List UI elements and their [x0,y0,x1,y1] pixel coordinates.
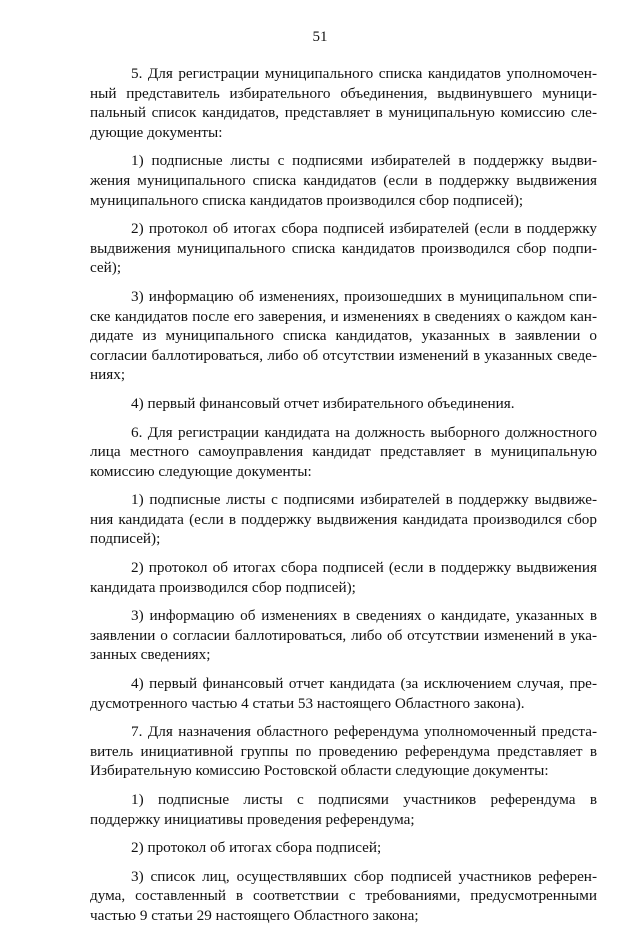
paragraph-7: 7. Для назначения областного референдума уполномоченный представитель инициативной группы по проведению референдума представляет в Избирательную комиссию Ростовской области следующие документы: [90,723,597,780]
paragraph-6-item-4: 4) первый финансовый отчет кандидата (за исключением случая, предусмотренного частью 4 статьи 53 настоящего Областного закона). [90,675,597,712]
paragraph-5-item-4: 4) первый финансовый отчет избирательного объединения. [131,394,515,412]
paragraph-5-item-2: 2) протокол об итогах сбора подписей избирателей (если в поддержку выдвижения муниципального списка кандидатов производился сбор подписей); [90,220,597,277]
paragraph-5: 5. Для регистрации муниципального списка кандидатов уполномоченный представитель избирательного объединения, выдвинувшего муниципальный список кандидатов, представляет в муниципальную комиссию следующие документы: [90,65,597,141]
paragraph-7-item-3: 3) список лиц, осуществлявших сбор подписей участников референдума, составленный в соответствии с требованиями, предусмотренными частью 9 статьи 29 настоящего Областного закона; [90,867,597,924]
paragraph-6-item-3: 3) информацию об изменениях в сведениях о кандидате, указанных в заявлении о согласии баллотироваться, либо об отсутствии изменений в указанных сведениях; [90,607,597,664]
paragraph-7-item-1: 1) подписные листы с подписями участников референдума в поддержку инициативы проведения референдума; [90,791,597,828]
paragraph-7-item-2: 2) протокол об итогах сбора подписей; [131,839,382,857]
paragraph-5-item-3: 3) информацию об изменениях, произошедших в муниципальном списке кандидатов после его заверения, и изменениях в сведениях о каждом кандидате из муниципального списка кандидатов, указанных в заявлении о согласии баллотироваться, либо об отсутствии изменений в указанных сведениях; [90,287,597,384]
document-body [90,64,597,935]
paragraph-5-item-1: 1) подписные листы с подписями избирателей в поддержку выдвижения муниципального списка кандидатов (если в поддержку выдвижения муниципального списка кандидатов производился сбор подписей); [90,152,597,209]
paragraph-6-item-1: 1) подписные листы с подписями избирателей в поддержку выдвижения кандидата (если в поддержку выдвижения кандидата производился сбор подписей); [90,491,597,548]
paragraph-6: 6. Для регистрации кандидата на должность выборного должностного лица местного самоуправления кандидат представляет в муниципальную комиссию следующие документы: [90,423,597,480]
page-number: 51 [312,29,328,45]
paragraph-6-item-2: 2) протокол об итогах сбора подписей (если в поддержку выдвижения кандидата производился сбор подписей); [90,559,597,596]
